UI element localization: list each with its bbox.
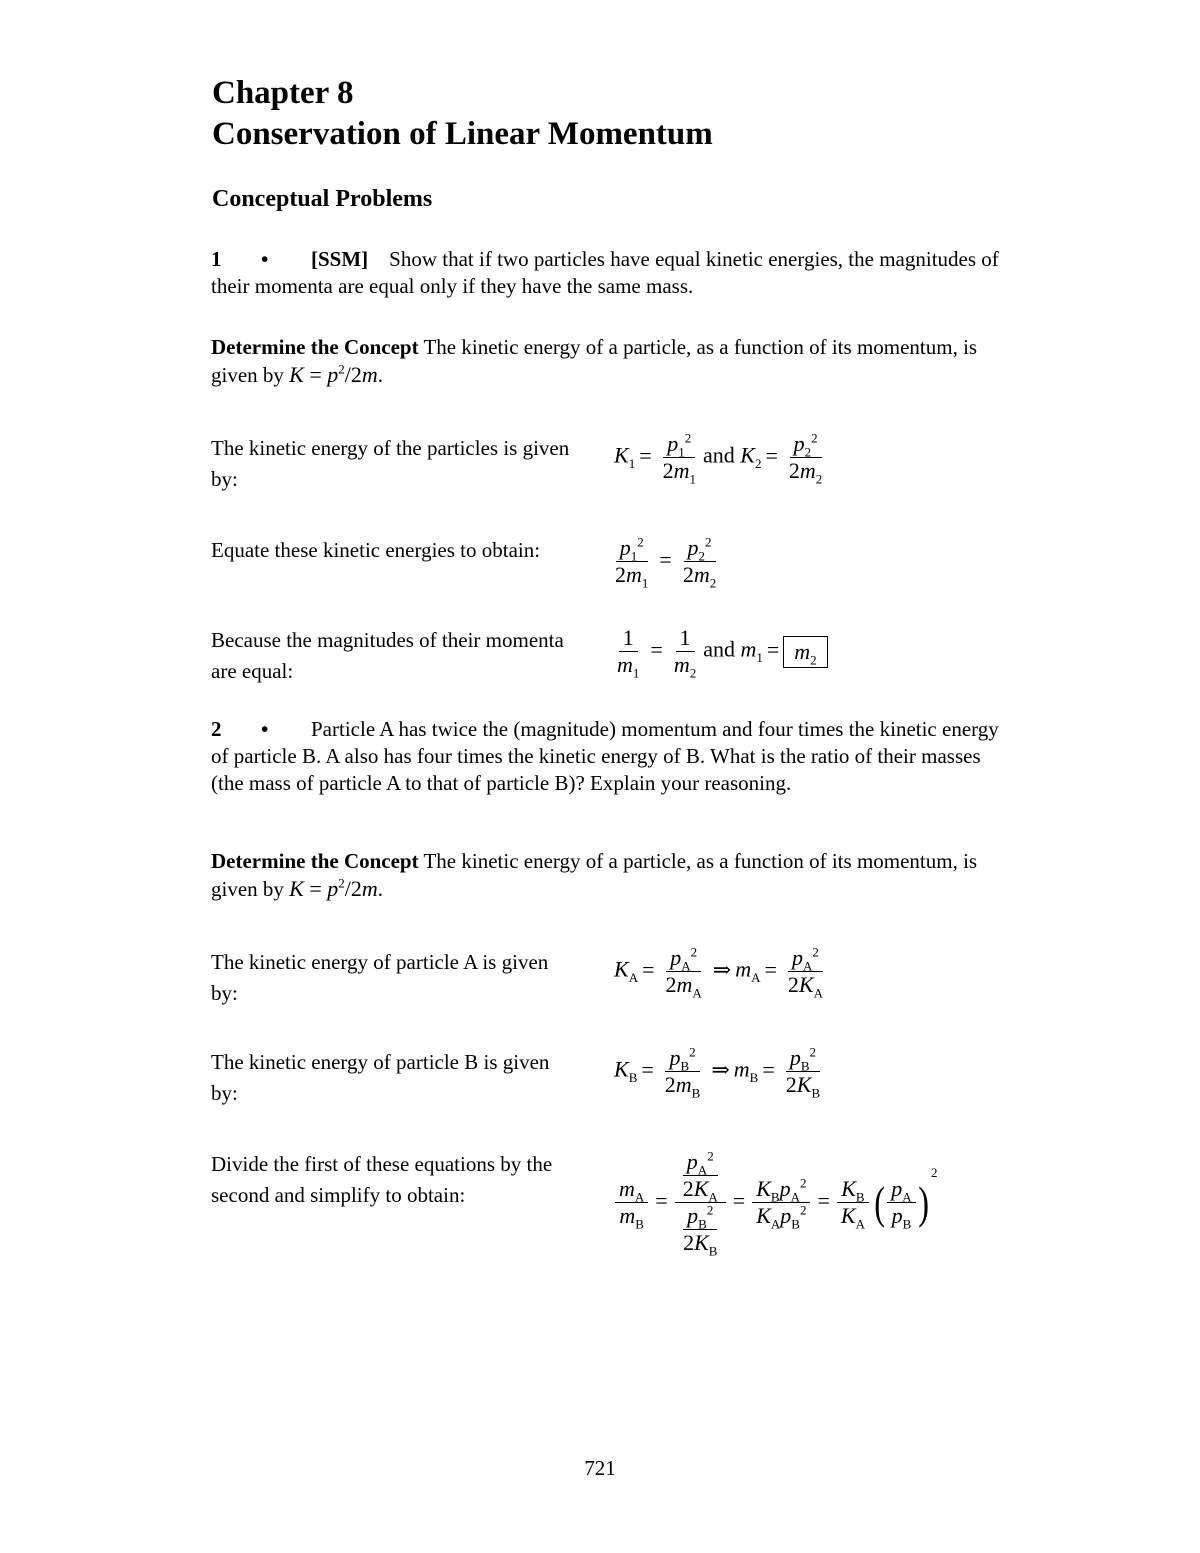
ke-formula: $K = p^2/2m$	[289, 361, 378, 387]
answer-box: $m_2$	[783, 636, 827, 668]
problem-2-statement	[211, 716, 1001, 797]
concept-text: The kinetic energy of a particle, as a function of its momentum, is given by	[211, 335, 978, 387]
page-number: 721	[584, 1456, 616, 1480]
p1-step-1-label: The kinetic energy of the particles is given by:	[211, 436, 570, 491]
p1-step-2-label: Equate these kinetic energies to obtain:	[211, 538, 541, 562]
word-and: and	[703, 442, 735, 468]
difficulty-bullet: •	[261, 247, 269, 271]
chapter-heading: Chapter 8	[212, 75, 354, 111]
section-heading: Conceptual Problems	[212, 186, 433, 212]
concept-text: The kinetic energy of a particle, as a function of its momentum, is given by	[211, 849, 978, 901]
word-and: and	[703, 636, 735, 662]
problem-1-concept: Determine the Concept The kinetic energy of a particle, as a function of its momentum, is given by $K = p^2/2m$.	[211, 335, 978, 387]
chapter-title: Conservation of Linear Momentum	[212, 116, 713, 152]
p2-step-1-label: The kinetic energy of particle A is given by:	[211, 950, 549, 1005]
p2-step-2-label: The kinetic energy of particle B is given by:	[211, 1050, 550, 1105]
problem-number: 1	[211, 247, 222, 271]
problem-1-statement	[211, 246, 1001, 300]
p1-step-2-equation: $\frac{p_1^2}{2m_1}$ = $\frac{p_2^2}{2m_2}$	[615, 534, 717, 591]
p1-step-3-label: Because the magnitudes of their momenta are equal:	[211, 628, 564, 683]
p2-step-2-equation: $K_B$ = $\frac{p_B^2}{2m_B}$ ⇒ $m_B$ = $\frac{p_B^2}{2K_B}$	[614, 1044, 821, 1101]
difficulty-bullet: •	[261, 717, 269, 741]
problem-text: Show that if two particles have equal kinetic energies, the magnitudes of their momenta are equal only if they have the same mass.	[211, 247, 999, 298]
concept-label: Determine the Concept	[211, 335, 419, 359]
p2-step-3-equation: $\frac{m_A}{m_B}$ = $\frac{\frac{p_A^2}{2K_A}}{\frac{p_B^2}{2K_B}}$ = $\frac{K_Bp_A^2}{K_Ap_B^2}$ = $\frac{K_B}{K_A}$ ( $\frac{p_A}{p_B}$ )$^2$	[612, 1150, 938, 1255]
concept-label: Determine the Concept	[211, 849, 419, 873]
p1-step-3-equation: $\frac{1}{m_1}$ = $\frac{1}{m_2}$ and $m_1 = m_2$	[610, 626, 828, 677]
p2-step-3-label: Divide the first of these equations by the second and simplify to obtain:	[211, 1152, 553, 1207]
ssm-tag: [SSM]	[311, 247, 369, 271]
problem-number: 2	[211, 717, 222, 741]
p1-step-1-equation: $K_1$ = $\frac{p_1^2}{2m_1}$ and $K_2$ = $\frac{p_2^2}{2m_2}$	[614, 430, 823, 487]
problem-text: Particle A has twice the (magnitude) momentum and four times the kinetic energy of particle B. A also has four times the kinetic energy of B. What is the ratio of their masses (the mass of particle A to that of particle B)? Explain your reasoning.	[211, 717, 999, 795]
p2-step-1-equation: $K_A$ = $\frac{p_A^2}{2m_A}$ ⇒ $m_A$ = $\frac{p_A^2}{2K_A}$	[614, 944, 823, 1001]
problem-2-concept: Determine the Concept The kinetic energy of a particle, as a function of its momentum, is given by $K = p^2/2m$.	[211, 849, 978, 901]
ke-formula: $K = p^2/2m$	[289, 875, 378, 901]
